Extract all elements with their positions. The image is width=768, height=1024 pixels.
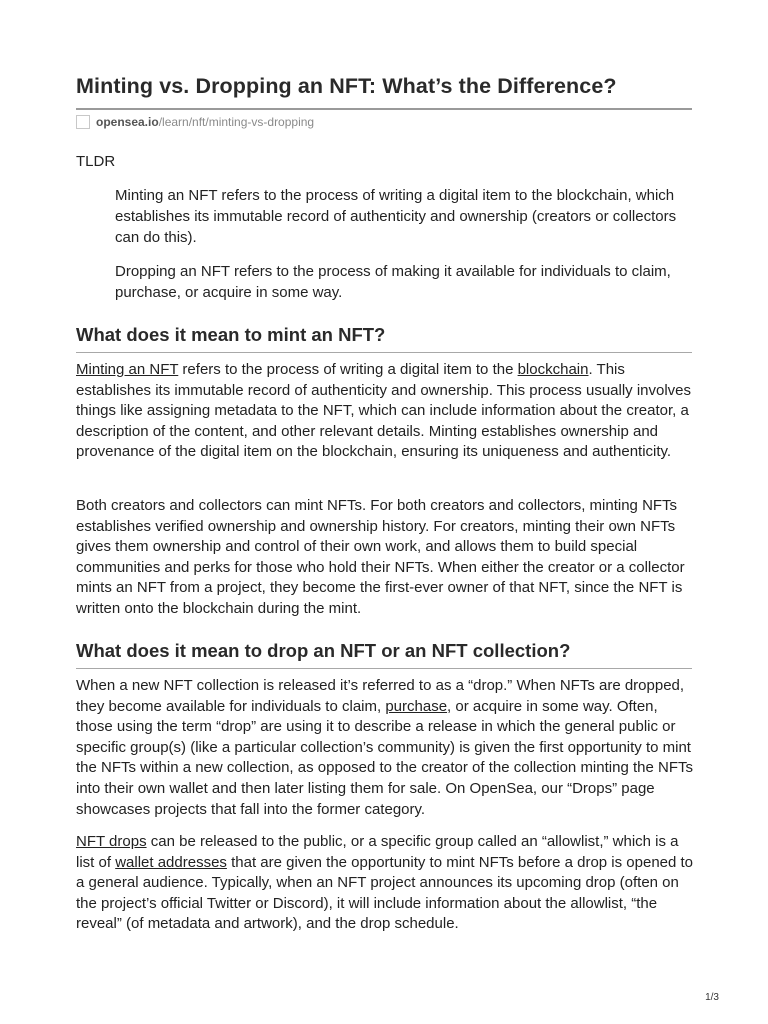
tldr-point: Dropping an NFT refers to the process of making it available for individuals to claim, purchase, or acquire in some way. [115, 263, 671, 301]
purchase-link[interactable]: purchase [385, 697, 448, 715]
source-url[interactable] [76, 114, 314, 130]
paragraph [76, 676, 694, 820]
tldr-label: TLDR [76, 153, 116, 170]
minting-an-nft-link[interactable]: Minting an NFT [76, 361, 179, 378]
section-heading-mint: What does it mean to mint an NFT? [76, 324, 386, 345]
page-icon [76, 115, 90, 129]
section-heading-drop: What does it mean to drop an NFT or an NFT collection? [76, 640, 571, 661]
source-path[interactable]: /learn/nft/minting-vs-dropping [158, 115, 315, 129]
paragraph: Both creators and collectors can mint NFTs. For both creators and collectors, minting NFTs establishes verified ownership and ownership history. For creators, minting their own NFTs gives them ownership and control of their own work, and allows them to build special communities and perks for those who hold their NFTs. When either the creator or a collector mints an NFT from a project, they become the first-ever owner of that NFT, since the NFT is written onto the blockchain during the mint. [76, 497, 685, 617]
paragraph [76, 360, 694, 463]
paragraph-text: refers to the process of writing a digital item to the [178, 361, 518, 378]
paragraph-text: that are given the opportunity to mint NFTs before a drop is opened to a general audience. Typically, when an NFT project announces its upcoming drop (often on the project’s official Twitter or Discord), it will include information about the allowlist, “the reveal” (of metadata and artwork), and the drop schedule. [76, 853, 694, 933]
wallet-addresses-link[interactable]: wallet addresses [115, 853, 227, 871]
source-domain[interactable]: opensea.io [96, 115, 159, 129]
section-divider [76, 352, 692, 353]
nft-drops-link[interactable]: NFT drops [76, 833, 147, 850]
page-number: 1/3 [705, 992, 719, 1003]
page-title: Minting vs. Dropping an NFT: What’s the Difference? [76, 74, 617, 98]
section-divider [76, 668, 692, 669]
title-divider [76, 108, 692, 110]
paragraph-text: , or acquire in some way. Often, those using the term “drop” are using it to describe a release in which the general public or specific group(s) (like a particular collection’s community) is given the first opportunity to mint the NFTs within a new collection, as opposed to the creator of the collection minting the NFTs into their own wallet and then later listing them for sale. On OpenSea, our “Drops” page showcases projects that fall into the former category. [76, 697, 693, 818]
paragraph [76, 832, 694, 935]
tldr-point: Minting an NFT refers to the process of writing a digital item to the blockchain, which establishes its immutable record of authenticity and ownership (creators or collectors can do this). [115, 187, 677, 246]
paragraph-text: can be released to the public, or a specific group called an “allowlist,” which is a list of [76, 833, 679, 871]
paragraph-text: . This establishes its immutable record of authenticity and ownership. This process usually involves things like assigning metadata to the NFT, which can include information about the creator, a description of the content, and other relevant details. Minting establishes ownership and provenance of the digital item on the blockchain, ensuring its uniqueness and authenticity. [76, 361, 692, 461]
paragraph-text: When a new NFT collection is released it’s referred to as a “drop.” When NFTs are dropped, they become available for individuals to claim, [76, 677, 685, 715]
blockchain-link[interactable]: blockchain [517, 361, 589, 378]
